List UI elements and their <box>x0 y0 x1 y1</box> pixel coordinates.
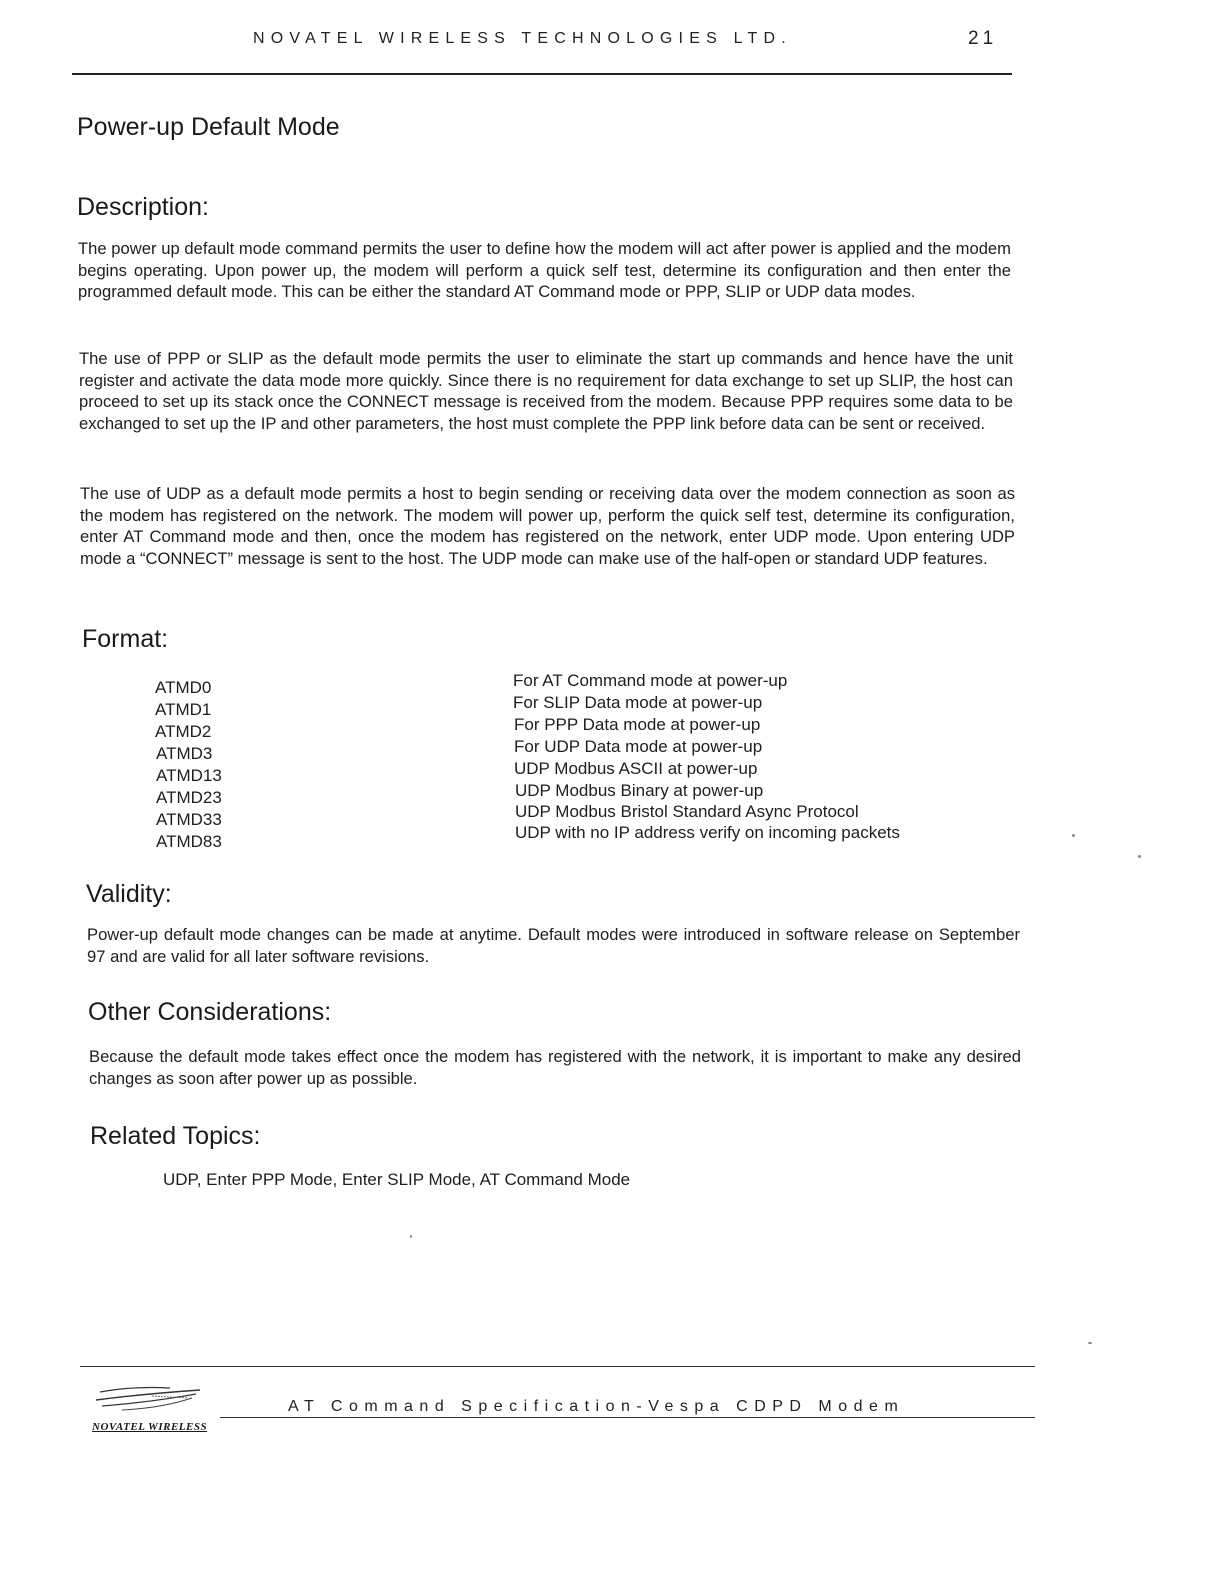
other-considerations-heading: Other Considerations: <box>88 998 332 1026</box>
format-description: For UDP Data mode at power-up <box>514 737 763 756</box>
format-command: ATMD0 <box>155 678 212 697</box>
validity-heading: Validity: <box>86 880 172 908</box>
footer-rule <box>220 1417 1035 1418</box>
format-command: ATMD2 <box>155 722 212 741</box>
logo-text: NOVATEL WIRELESS <box>92 1421 208 1433</box>
format-command: ATMD33 <box>156 810 222 829</box>
header-company: NOVATEL WIRELESS TECHNOLOGIES LTD. <box>253 30 792 47</box>
format-description: UDP Modbus Binary at power-up <box>515 781 764 800</box>
scan-speck <box>1088 1342 1092 1344</box>
format-command: ATMD1 <box>155 700 212 719</box>
footer-title: AT Command Specification-Vespa CDPD Modem <box>288 1398 905 1415</box>
format-command: ATMD3 <box>156 744 213 763</box>
description-paragraph-2: The use of PPP or SLIP as the default mode permits the user to eliminate the start up commands and hence have the unit register and activate the data mode more quickly. Since there is no requirement for data exchange to set up SLIP, the host can proceed to set up its stack once the CONNECT message is received from the modem. Because PPP requires some data to be exchanged to set up the IP and other parameters, the host must complete the PPP link before data can be sent or received. <box>79 349 1013 433</box>
description-paragraph-1: The power up default mode command permits the user to define how the modem will act after power is applied and the modem begins operating. Upon power up, the modem will perform a quick self test, determine its configuration and then enter the programmed default mode. This can be either the standard AT Command mode or PPP, SLIP or UDP data modes. <box>78 239 1011 301</box>
validity-text: Power-up default mode changes can be made at anytime. Default modes were introduced in software release on September 97 and are valid for all later software revisions. <box>87 925 1020 966</box>
format-command: ATMD13 <box>156 766 222 785</box>
format-description: For PPP Data mode at power-up <box>514 715 761 734</box>
page-number: 21 <box>968 28 998 49</box>
page-title: Power-up Default Mode <box>77 113 340 141</box>
header-rule <box>72 73 1012 75</box>
format-description: UDP with no IP address verify on incoming packets <box>515 823 900 842</box>
format-description: For SLIP Data mode at power-up <box>513 693 763 712</box>
format-description: UDP Modbus Bristol Standard Async Protocol <box>515 802 859 821</box>
footer-rule <box>80 1366 1035 1367</box>
format-description: For AT Command mode at power-up <box>513 671 788 690</box>
description-heading: Description: <box>77 193 209 221</box>
format-command: ATMD83 <box>156 832 222 851</box>
format-heading: Format: <box>82 625 169 653</box>
related-topics-text: UDP, Enter PPP Mode, Enter SLIP Mode, AT Command Mode <box>163 1170 631 1189</box>
format-description: UDP Modbus ASCII at power-up <box>514 759 758 778</box>
scan-speck <box>1138 855 1141 858</box>
format-command: ATMD23 <box>156 788 222 807</box>
description-paragraph-3: The use of UDP as a default mode permits a host to begin sending or receiving data over the modem connection as soon as the modem has registered on the network. The modem will power up, perform the quick self test, determine its configuration, enter AT Command mode and then, once the modem has registered on the network, enter UDP mode. Upon entering UDP mode a “CONNECT” message is sent to the host. The UDP mode can make use of the half-open or standard UDP features. <box>80 484 1015 568</box>
other-considerations-text: Because the default mode takes effect once the modem has registered with the network, it is important to make any desired changes as soon after power up as possible. <box>89 1047 1021 1088</box>
related-topics-heading: Related Topics: <box>90 1122 261 1150</box>
scan-speck <box>1072 834 1075 837</box>
scan-speck <box>410 1235 412 1238</box>
